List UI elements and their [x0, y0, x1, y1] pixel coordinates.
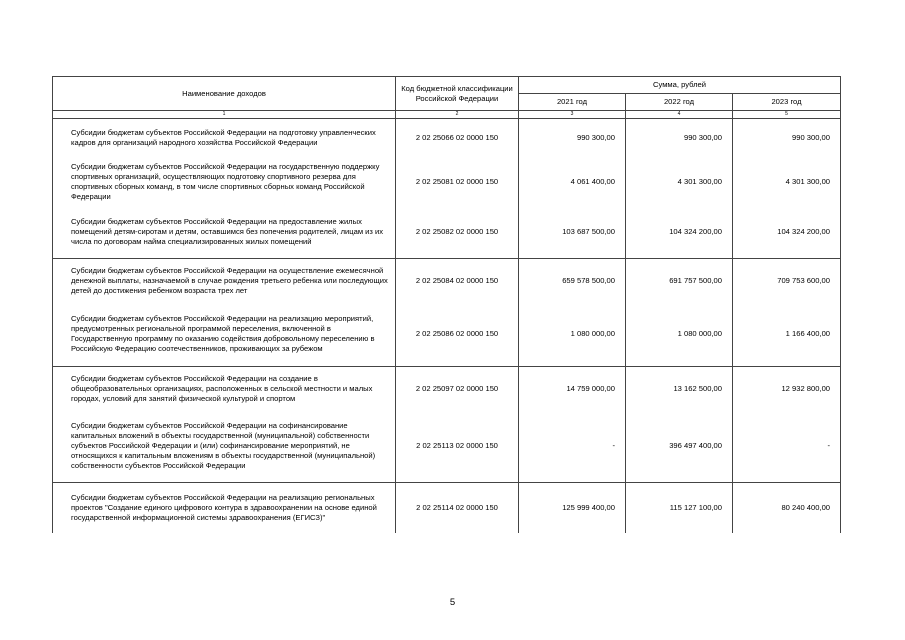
income-name: Субсидии бюджетам субъектов Российской Федерации на государственную поддержку спортивных организаций, осуществляющих подготовку спортивного резерва для спортивных сборных команд, в том числе спортивных сборных команд Российской Федерации — [53, 157, 396, 207]
budget-code: 2 02 25114 02 0000 150 — [396, 483, 519, 533]
budget-code: 2 02 25097 02 0000 150 — [396, 367, 519, 411]
amount-2023: 80 240 400,00 — [733, 483, 841, 533]
budget-code: 2 02 25086 02 0000 150 — [396, 303, 519, 367]
amount-2021: 4 061 400,00 — [519, 157, 626, 207]
amount-2023: 1 166 400,00 — [733, 303, 841, 367]
amount-2022: 1 080 000,00 — [626, 303, 733, 367]
amount-2021: 659 578 500,00 — [519, 259, 626, 303]
income-name: Субсидии бюджетам субъектов Российской Федерации на подготовку управленческих кадров для организаций народного хозяйства Российской Федерации — [53, 119, 396, 157]
amount-2022: 115 127 100,00 — [626, 483, 733, 533]
amount-2022: 104 324 200,00 — [626, 207, 733, 259]
amount-2021: 103 687 500,00 — [519, 207, 626, 259]
amount-2022: 396 497 400,00 — [626, 411, 733, 483]
amount-2021: 125 999 400,00 — [519, 483, 626, 533]
table-row — [53, 259, 841, 303]
header-income-name: Наименование доходов — [53, 77, 396, 111]
budget-code: 2 02 25084 02 0000 150 — [396, 259, 519, 303]
column-number-row — [53, 111, 841, 119]
income-name: Субсидии бюджетам субъектов Российской Федерации на реализацию региональных проектов "Создание единого цифрового контура в здравоохранении на основе единой государственной информационной системы здравоохранения (ЕГИСЗ)" — [53, 483, 396, 533]
table-row — [53, 119, 841, 157]
header-year-2022: 2022 год — [626, 94, 733, 111]
amount-2022: 691 757 500,00 — [626, 259, 733, 303]
table-row — [53, 411, 841, 483]
column-number: 2 — [396, 111, 519, 119]
column-number: 1 — [53, 111, 396, 119]
header-year-2021: 2021 год — [519, 94, 626, 111]
amount-2023: - — [733, 411, 841, 483]
income-name: Субсидии бюджетам субъектов Российской Федерации на создание в общеобразовательных организациях, расположенных в сельской местности и малых городах, условий для занятий физической культурой и спортом — [53, 367, 396, 411]
column-number: 4 — [626, 111, 733, 119]
page-number: 5 — [449, 597, 456, 608]
table-row — [53, 207, 841, 259]
amount-2023: 990 300,00 — [733, 119, 841, 157]
table-header-row — [53, 77, 841, 94]
budget-code: 2 02 25081 02 0000 150 — [396, 157, 519, 207]
income-name: Субсидии бюджетам субъектов Российской Федерации на осуществление ежемесячной денежной выплаты, назначаемой в случае рождения третьего ребенка или последующих детей до достижения ребенком возраста трех лет — [53, 259, 396, 303]
header-budget-code: Код бюджетной классификации Российской Федерации — [396, 77, 519, 111]
income-name: Субсидии бюджетам субъектов Российской Федерации на реализацию мероприятий, предусмотренных региональной программой переселения, включенной в Государственную программу по оказанию содействия добровольному переселению в Российскую Федерацию соотечественников, проживающих за рубежом — [53, 303, 396, 367]
amount-2022: 990 300,00 — [626, 119, 733, 157]
income-name: Субсидии бюджетам субъектов Российской Федерации на софинансирование капитальных вложений в объекты государственной (муниципальной) собственности субъектов Российской Федерации и (или) софинансирование мероприятий, не относящихся к капитальным вложениям в объекты государственной (муниципальной) собственности субъектов Российской Федерации — [53, 411, 396, 483]
table-row — [53, 367, 841, 411]
amount-2022: 13 162 500,00 — [626, 367, 733, 411]
amount-2021: 1 080 000,00 — [519, 303, 626, 367]
table-row — [53, 157, 841, 207]
table-row — [53, 483, 841, 533]
amount-2023: 12 932 800,00 — [733, 367, 841, 411]
budget-code: 2 02 25066 02 0000 150 — [396, 119, 519, 157]
amount-2022: 4 301 300,00 — [626, 157, 733, 207]
amount-2023: 104 324 200,00 — [733, 207, 841, 259]
budget-code: 2 02 25113 02 0000 150 — [396, 411, 519, 483]
header-sum: Сумма, рублей — [519, 77, 841, 94]
budget-income-table — [52, 76, 841, 533]
amount-2021: 990 300,00 — [519, 119, 626, 157]
income-name: Субсидии бюджетам субъектов Российской Федерации на предоставление жилых помещений детям-сиротам и детям, оставшимся без попечения родителей, лицам из их числа по договорам найма специализированных жилых помещений — [53, 207, 396, 259]
amount-2023: 709 753 600,00 — [733, 259, 841, 303]
header-year-2023: 2023 год — [733, 94, 841, 111]
budget-code: 2 02 25082 02 0000 150 — [396, 207, 519, 259]
column-number: 5 — [733, 111, 841, 119]
amount-2021: - — [519, 411, 626, 483]
amount-2023: 4 301 300,00 — [733, 157, 841, 207]
column-number: 3 — [519, 111, 626, 119]
table-row — [53, 303, 841, 367]
amount-2021: 14 759 000,00 — [519, 367, 626, 411]
